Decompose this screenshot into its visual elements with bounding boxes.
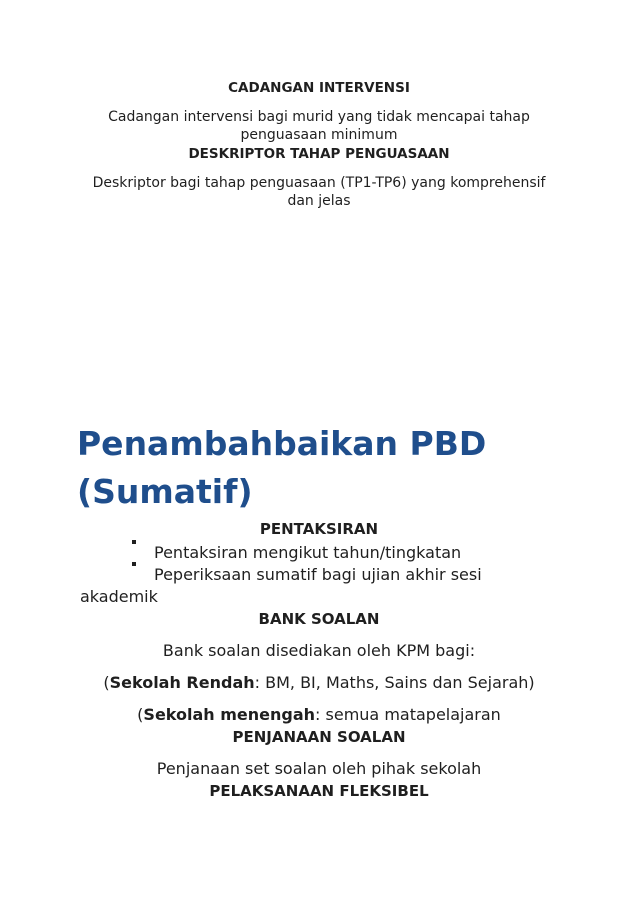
subjects-sekolah-menengah: : semua matapelajaran <box>315 705 501 724</box>
text-penjanaan-soalan: Penjanaan set soalan oleh pihak sekolah <box>156 759 482 778</box>
label-sekolah-menengah: Sekolah menengah <box>143 705 316 724</box>
heading-cadangan-intervensi: CADANGAN INTERVENSI <box>228 80 410 96</box>
text-cadangan-intervensi: Cadangan intervensi bagi murid yang tidak mencapai tahap penguasaan minimum <box>108 109 530 143</box>
list-item <box>132 542 558 564</box>
subjects-sekolah-rendah: : BM, BI, Maths, Sains dan Sejarah) <box>254 673 535 692</box>
sumatif-section <box>80 518 558 802</box>
bullet-icon <box>132 562 136 566</box>
label-sekolah-rendah: Sekolah Rendah <box>109 673 255 692</box>
list-item-text: Peperiksaan sumatif bagi ujian akhir sesi <box>154 565 482 584</box>
paren-open: ( <box>103 673 110 692</box>
text-deskriptor: Deskriptor bagi tahap penguasaan (TP1-TP6) yang komprehensif dan jelas <box>92 175 546 209</box>
bullet-icon <box>132 540 136 544</box>
heading-pentaksiran: PENTAKSIRAN <box>259 520 379 538</box>
pentaksiran-list <box>80 542 558 608</box>
heading-pelaksanaan-fleksibel: PELAKSANAAN FLEKSIBEL <box>209 782 429 800</box>
list-item <box>80 564 558 608</box>
intervention-section <box>80 78 558 210</box>
page-title <box>77 420 557 516</box>
text-sekolah-menengah <box>80 704 558 726</box>
text-bank-soalan: Bank soalan disediakan oleh KPM bagi: <box>162 641 476 660</box>
heading-deskriptor: DESKRIPTOR TAHAP PENGUASAAN <box>188 146 450 162</box>
page-title-regular: PBD (Sumatif) <box>77 424 487 511</box>
heading-bank-soalan: BANK SOALAN <box>258 610 380 628</box>
heading-penjanaan-soalan: PENJANAAN SOALAN <box>232 728 406 746</box>
page-title-bold: Penambahbaikan <box>77 424 399 463</box>
list-item-continuation: akademik <box>80 587 158 606</box>
paren-open: ( <box>137 705 144 724</box>
text-sekolah-rendah <box>80 672 558 694</box>
list-item-text: Pentaksiran mengikut tahun/tingkatan <box>154 543 462 562</box>
